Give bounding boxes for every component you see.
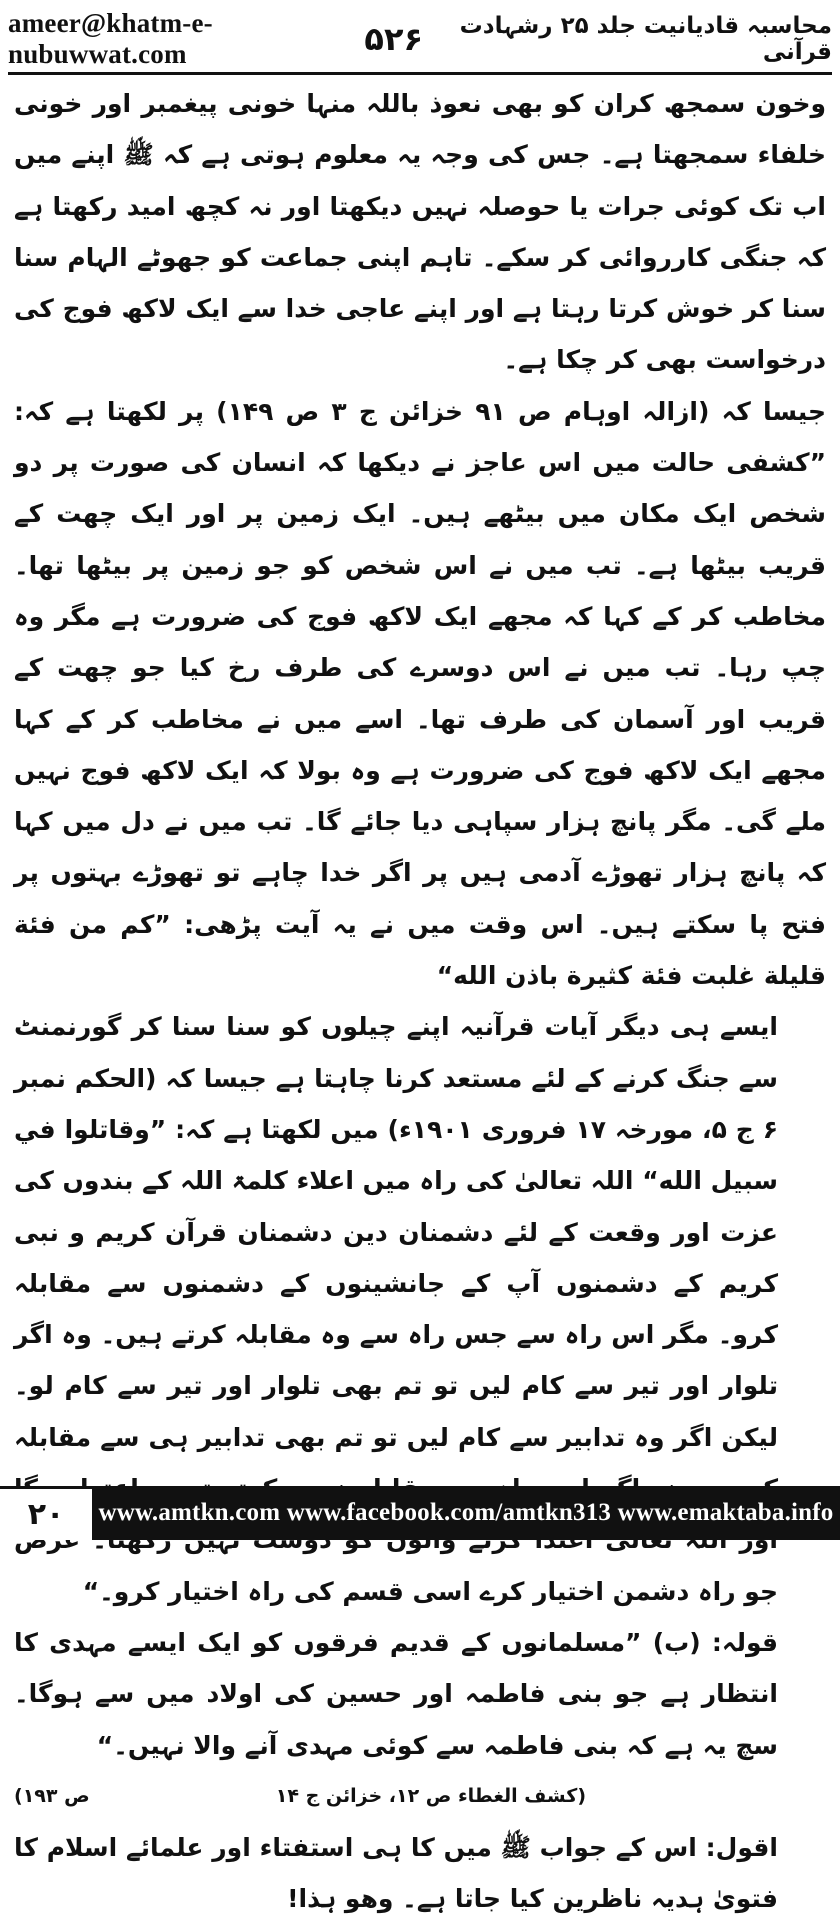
reference-line — [14, 1771, 826, 1822]
footer-links[interactable]: www.amtkn.com www.facebook.com/amtkn313 www.emaktaba.info — [92, 1486, 840, 1540]
paragraph-1: وخون سمجھ کران کو بھی نعوذ باللہ منہا خونی پیغمبر اور خونی خلفاء سمجھتا ہے۔ جس کی وجہ یہ معلوم ہوتی ہے کہ ﷺ اپنے میں اب تک کوئی جرات یا حوصلہ نہیں دیکھتا اور نہ کچھ امید رکھتا ہے کہ جنگی کارروائی کر سکے۔ تاہم اپنی جماعت کو جھوٹے الہام سنا سنا کر خوش کرتا رہتا ہے اور اپنے عاجی خدا سے ایک لاکھ فوج کی درخواست بھی کر چکا ہے۔ — [14, 89, 826, 375]
header-page-number: ۵۲۶ — [364, 20, 424, 58]
closing-paragraph: اقول: اس کے جواب ﷺ میں کا ہی استفتاء اور علمائے اسلام کا فتویٰ ہدیہ ناظرین کیا جاتا ہے۔ وھو ہذا! — [14, 1833, 778, 1914]
footer-page-number: ۲۰ — [0, 1486, 92, 1540]
paragraph-2: جیسا کہ (ازالہ اوہام ص ۹۱ خزائن ج ۳ ص ۱۴۹) پر لکھتا ہے کہ: ”کشفی حالت میں اس عاجز نے دیکھا کہ انسان کی صورت پر دو شخص ایک مکان میں بیٹھے ہیں۔ ایک زمین پر اور ایک چھت کے قریب بیٹھا ہے۔ تب میں نے اس شخص کو جو زمین پر بیٹھا تھا۔ مخاطب کر کے کہا کہ مجھے ایک لاکھ فوج کی ضرورت ہے مگر وہ چپ رہا۔ تب میں نے اس دوسرے کی طرف رخ کیا جو چھت کے قریب اور آسمان کی طرف تھا۔ اسے میں نے مخاطب کر کے کہا مجھے ایک لاکھ فوج کی ضرورت ہے وہ بولا کہ ایک لاکھ فوج نہیں ملے گی۔ مگر پانچ ہزار سپاہی دیا جائے گا۔ تب میں نے دل میں کہا کہ پانچ ہزار تھوڑے آدمی ہیں پر اگر خدا چاہے تو تھوڑے بہتوں پر فتح پا سکتے ہیں۔ اس وقت میں نے یہ آیت پڑھی: ”کم من فئة قليلة غلبت فئة كثيرة باذن الله“ — [14, 396, 826, 991]
page-footer — [0, 1486, 840, 1540]
header-book-title: محاسبہ قادیانیت جلد ۲۵ رشہادت قرآنی — [459, 13, 832, 65]
paragraph-3: ایسے ہی دیگر آیات قرآنیہ اپنے چیلوں کو سنا سنا کر گورنمنٹ سے جنگ کرنے کے لئے مستعد کرنا چاہتا ہے جیسا کہ (الحکم نمبر ۶ ج ۵، مورخہ ۱۷ فروری ۱۹۰۱ء) میں لکھتا ہے کہ: ”وقاتلوا في سبيل الله“ اللہ تعالیٰ کی راہ میں اعلاء کلمۃ اللہ کے بندوں کی عزت اور وقعت کے لئے دشمنان دین دشمنان قرآن کریم و نبی کریم کے دشمنوں آپ کے جانشینوں کے دشمنوں سے مقابلہ کرو۔ مگر اس راہ سے جس راہ سے وہ مقابلہ کرتے ہیں۔ وہ اگر تلوار اور تیر سے کام لیں تو تم بھی تلوار اور تیر سے کام لو۔ لیکن اگر وہ تدابیر سے کام لیں تو تم بھی تدابیر ہی سے مقابلہ جو راہ دشمن اختیار کرے اسی قسم کی راہ اختیار کرو۔“ — [14, 1012, 778, 1606]
page-body — [14, 78, 826, 1925]
header-email: ameer@khatm-e-nubuwwat.com — [8, 8, 213, 69]
header-left — [8, 8, 423, 70]
reference-page: ص ۱۹۳) — [14, 1784, 90, 1807]
reference-source: (کشف الغطاء ص ۱۲، خزائن ج ۱۴ — [275, 1784, 586, 1807]
paragraph-4: قولہ: (ب) ”مسلمانوں کے قدیم فرقوں کو ایک ایسے مہدی کا انتظار ہے جو بنی فاطمہ اور حسین کی اولاد میں سے ہوگا۔ سچ یہ ہے کہ بنی فاطمہ سے کوئی مہدی آنے والا نہیں۔“ — [14, 1627, 778, 1760]
page-header — [8, 6, 832, 75]
